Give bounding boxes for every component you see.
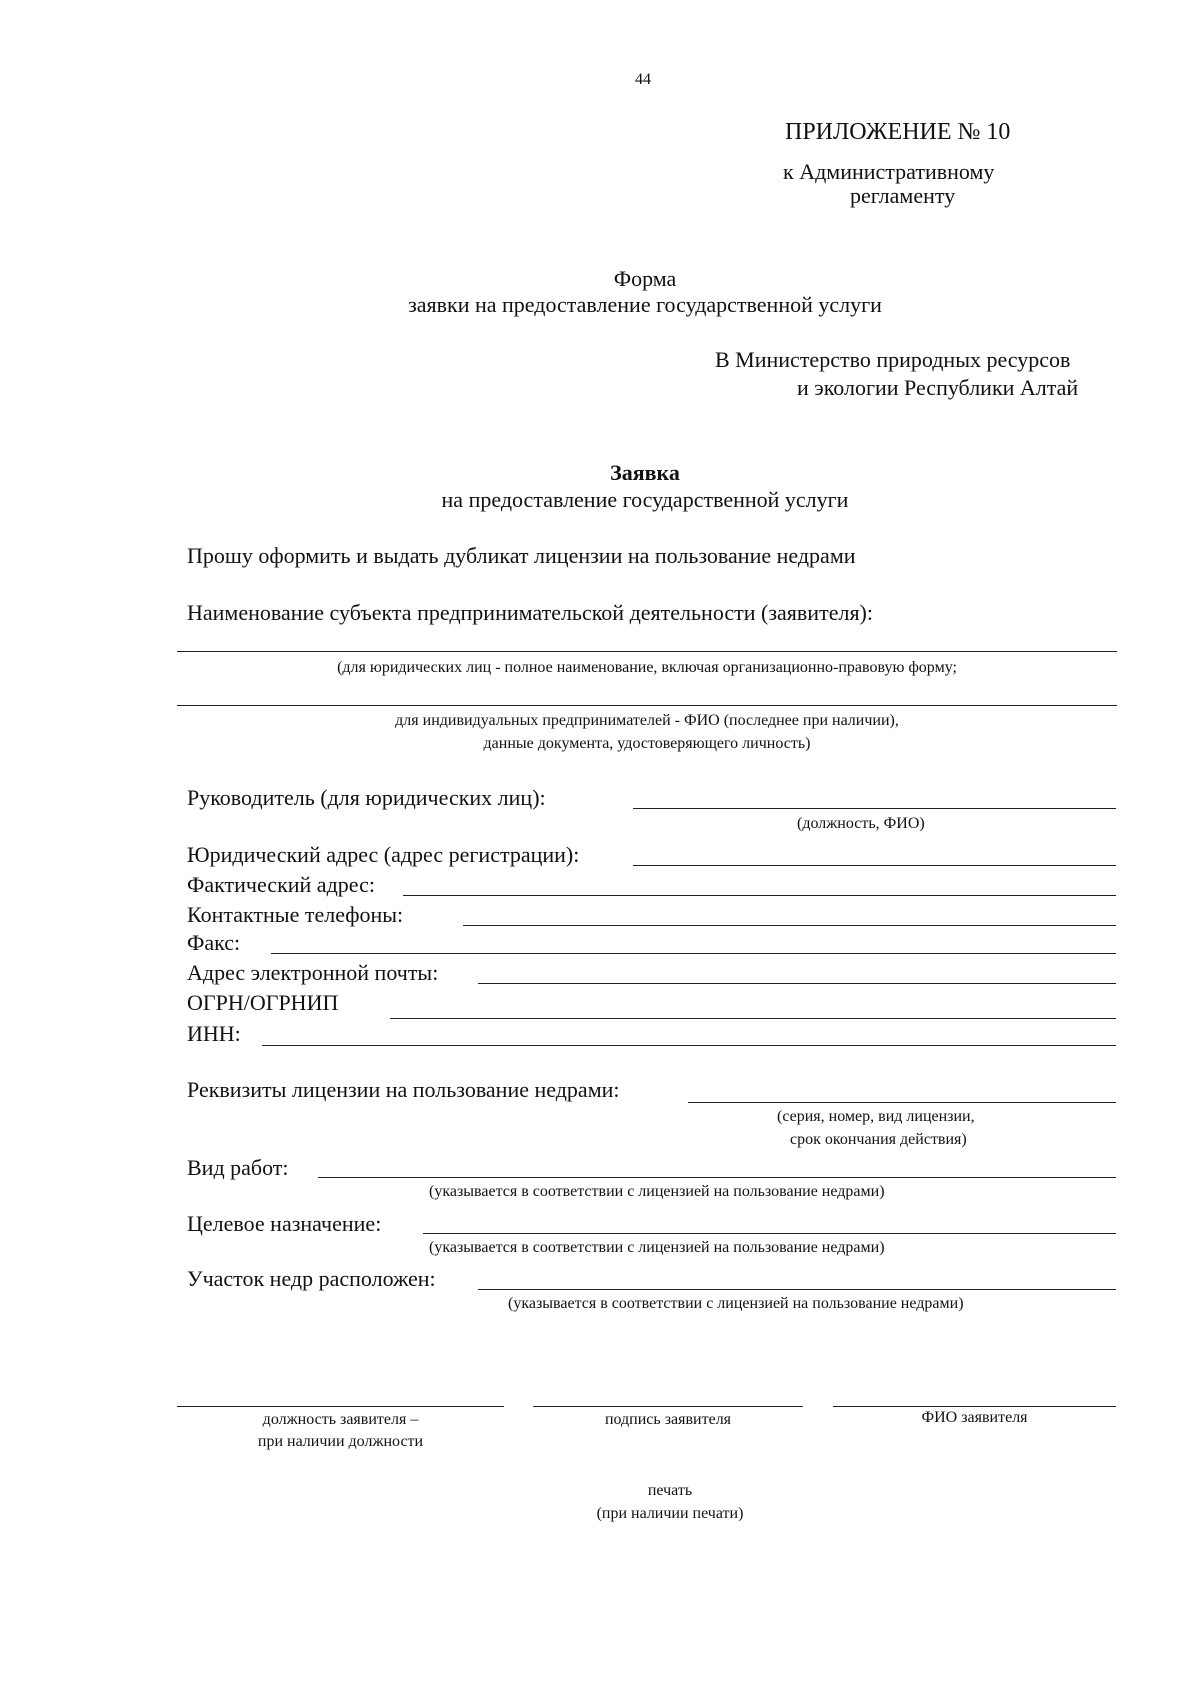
email-label: Адрес электронной почты:: [187, 960, 439, 985]
purpose-label: Целевое назначение:: [187, 1211, 382, 1236]
hint-ip-line1: для индивидуальных предпринимателей - ФИО (последнее при наличии),: [395, 712, 899, 729]
stamp-caption-1: печать: [647, 1482, 693, 1499]
form-heading-line2: заявки на предоставление государственной услуги: [408, 292, 882, 317]
legal-address-line[interactable]: [633, 865, 1116, 866]
legal-address-label: Юридический адрес (адрес регистрации):: [187, 842, 580, 867]
addressee-line1: В Министерство природных ресурсов: [715, 347, 1071, 372]
position-caption-1: должность заявителя –: [262, 1411, 419, 1428]
request-ask: Прошу оформить и выдать дубликат лицензии на пользование недрами: [187, 543, 856, 568]
position-signature-line[interactable]: [177, 1406, 504, 1407]
name-signature-line[interactable]: [833, 1406, 1116, 1407]
email-line[interactable]: [478, 983, 1116, 984]
head-line[interactable]: [633, 808, 1116, 809]
license-hint-2: срок окончания действия): [790, 1131, 967, 1148]
license-hint-1: (серия, номер, вид лицензии,: [777, 1108, 975, 1125]
phones-label: Контактные телефоны:: [187, 902, 404, 927]
location-label: Участок недр расположен:: [187, 1266, 436, 1291]
appendix-line1: к Административному: [783, 159, 995, 184]
ogrn-label: ОГРН/ОГРНИП: [187, 990, 339, 1015]
request-title: Заявка: [610, 460, 680, 485]
actual-address-label: Фактический адрес:: [187, 872, 375, 897]
inn-line[interactable]: [262, 1045, 1116, 1046]
work-type-hint: (указывается в соответствии с лицензией на пользование недрами): [429, 1183, 885, 1200]
position-caption-2: при наличии должности: [257, 1433, 424, 1450]
signature-caption: подпись заявителя: [604, 1411, 732, 1428]
location-hint: (указывается в соответствии с лицензией на пользование недрами): [508, 1295, 964, 1312]
ogrn-line[interactable]: [390, 1018, 1116, 1019]
purpose-hint: (указывается в соответствии с лицензией на пользование недрами): [429, 1239, 885, 1256]
hint-ip-line2: данные документа, удостоверяющего личность): [483, 735, 811, 752]
applicant-name-line-1[interactable]: [177, 651, 1117, 652]
head-label: Руководитель (для юридических лиц):: [187, 785, 546, 810]
form-heading-line1: Форма: [613, 266, 677, 291]
stamp-caption-2: (при наличии печати): [596, 1505, 744, 1522]
appendix-title: ПРИЛОЖЕНИЕ № 10: [785, 119, 1011, 145]
applicant-name-line-2[interactable]: [177, 705, 1117, 706]
purpose-line[interactable]: [423, 1233, 1116, 1234]
hint-legal-entity: (для юридических лиц - полное наименование, включая организационно-правовую форму;: [337, 659, 957, 676]
addressee-line2: и экологии Республики Алтай: [797, 375, 1079, 400]
inn-label: ИНН:: [187, 1021, 241, 1046]
fax-label: Факс:: [187, 930, 241, 955]
work-type-label: Вид работ:: [187, 1155, 289, 1180]
request-subtitle: на предоставление государственной услуги: [441, 487, 849, 512]
fax-line[interactable]: [271, 953, 1116, 954]
license-line[interactable]: [688, 1102, 1116, 1103]
phones-line[interactable]: [463, 925, 1116, 926]
location-line[interactable]: [478, 1289, 1116, 1290]
work-type-line[interactable]: [318, 1177, 1116, 1178]
page-number: 44: [635, 71, 651, 88]
actual-address-line[interactable]: [403, 895, 1116, 896]
name-caption: ФИО заявителя: [921, 1409, 1028, 1426]
head-hint: (должность, ФИО): [797, 815, 925, 832]
appendix-line2: регламенту: [850, 183, 956, 208]
license-label: Реквизиты лицензии на пользование недрами:: [187, 1077, 620, 1102]
signature-line[interactable]: [533, 1406, 803, 1407]
applicant-label: Наименование субъекта предпринимательской деятельности (заявителя):: [187, 600, 873, 625]
